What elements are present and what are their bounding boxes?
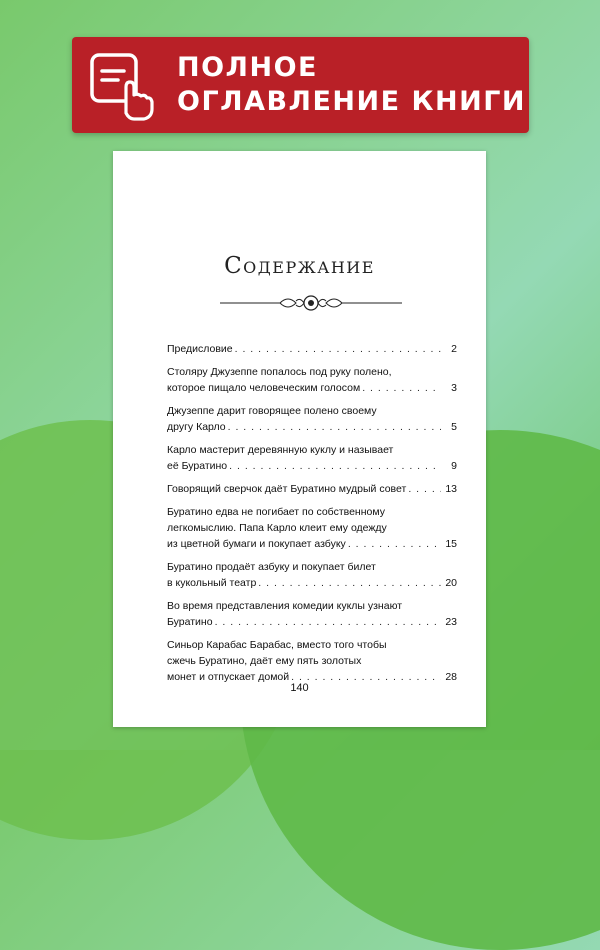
table-of-contents xyxy=(167,341,457,692)
page-title: Содержание xyxy=(224,253,375,279)
toc-entry-title: её Буратино xyxy=(167,460,228,472)
toc-entry-title: Столяру Джузеппе попалось под руку полено, xyxy=(167,366,392,378)
toc-entry-title: легкомыслию. Папа Карло клеит ему одежду xyxy=(167,522,387,534)
toc-entry-page: 15 xyxy=(445,538,457,550)
toc-entry-line xyxy=(167,442,457,458)
toc-entry-page: 23 xyxy=(445,616,457,628)
toc-leader-dots xyxy=(362,380,441,396)
toc-entry-title: из цветной бумаги и покупает азбуку xyxy=(167,538,346,550)
toc-entry-title: в кукольный театр xyxy=(167,577,257,589)
banner-title xyxy=(177,51,526,119)
toc-entry-title: Говорящий сверчок даёт Буратино мудрый совет xyxy=(167,483,407,495)
banner-title-line-1: ПОЛНОЕ xyxy=(177,52,318,83)
toc-entry-page: 2 xyxy=(451,343,457,355)
toc-entry-line xyxy=(167,637,457,653)
toc-entry-title: Буратино едва не погибает по собственному xyxy=(167,506,385,518)
toc-entry-page: 3 xyxy=(451,382,457,394)
toc-entry-page: 20 xyxy=(445,577,457,589)
promo-banner xyxy=(72,37,529,133)
toc-entry-line xyxy=(167,598,457,614)
toc-entry-line xyxy=(167,520,457,536)
toc-entry-line xyxy=(167,380,457,396)
toc-leader-dots xyxy=(258,575,441,591)
toc-entry-line xyxy=(167,481,457,497)
toc-leader-dots xyxy=(228,419,441,435)
toc-entry xyxy=(167,364,457,396)
toc-entry-page: 9 xyxy=(451,460,457,472)
toc-leader-dots xyxy=(408,481,441,497)
toc-entry xyxy=(167,637,457,685)
toc-entry-title: Синьор Карабас Барабас, вместо того чтобы xyxy=(167,639,387,651)
toc-entry xyxy=(167,341,457,357)
toc-entry-title: Буратино xyxy=(167,616,213,628)
toc-entry-line xyxy=(167,614,457,630)
toc-entry-line xyxy=(167,575,457,591)
toc-entry xyxy=(167,598,457,630)
toc-entry-title: монет и отпускает домой xyxy=(167,671,290,683)
toc-entry-title: Во время представления комедии куклы узнают xyxy=(167,600,403,612)
toc-entry-page: 28 xyxy=(445,671,457,683)
toc-entry-line xyxy=(167,364,457,380)
page-number: 140 xyxy=(290,682,309,694)
toc-entry-line xyxy=(167,341,457,357)
banner-title-line-2: ОГЛАВЛЕНИЕ КНИГИ xyxy=(177,86,527,117)
toc-entry-line xyxy=(167,419,457,435)
toc-entry-title: Буратино продаёт азбуку и покупает билет xyxy=(167,561,376,573)
toc-entry-line xyxy=(167,559,457,575)
book-page xyxy=(113,151,486,727)
toc-entry-title: сжечь Буратино, даёт ему пять золотых xyxy=(167,655,362,667)
toc-entry-line xyxy=(167,458,457,474)
toc-entry-line xyxy=(167,536,457,552)
toc-entry-title: другу Карло xyxy=(167,421,226,433)
toc-entry xyxy=(167,504,457,552)
toc-entry-page: 13 xyxy=(445,483,457,495)
document-touch-icon xyxy=(86,49,156,121)
toc-entry xyxy=(167,403,457,435)
toc-entry-title: которое пищало человеческим голосом xyxy=(167,382,361,394)
toc-entry-line xyxy=(167,504,457,520)
toc-leader-dots xyxy=(348,536,441,552)
toc-leader-dots xyxy=(229,458,441,474)
toc-entry-title: Джузеппе дарит говорящее полено своему xyxy=(167,405,377,417)
toc-leader-dots xyxy=(235,341,441,357)
toc-entry xyxy=(167,481,457,497)
toc-entry-page: 5 xyxy=(451,421,457,433)
toc-entry-line xyxy=(167,653,457,669)
ornament-divider-icon xyxy=(218,289,404,317)
toc-entry xyxy=(167,559,457,591)
toc-entry-title: Карло мастерит деревянную куклу и называет xyxy=(167,444,394,456)
toc-entry-title: Предисловие xyxy=(167,343,233,355)
toc-entry-line xyxy=(167,403,457,419)
toc-entry xyxy=(167,442,457,474)
toc-leader-dots xyxy=(215,614,441,630)
